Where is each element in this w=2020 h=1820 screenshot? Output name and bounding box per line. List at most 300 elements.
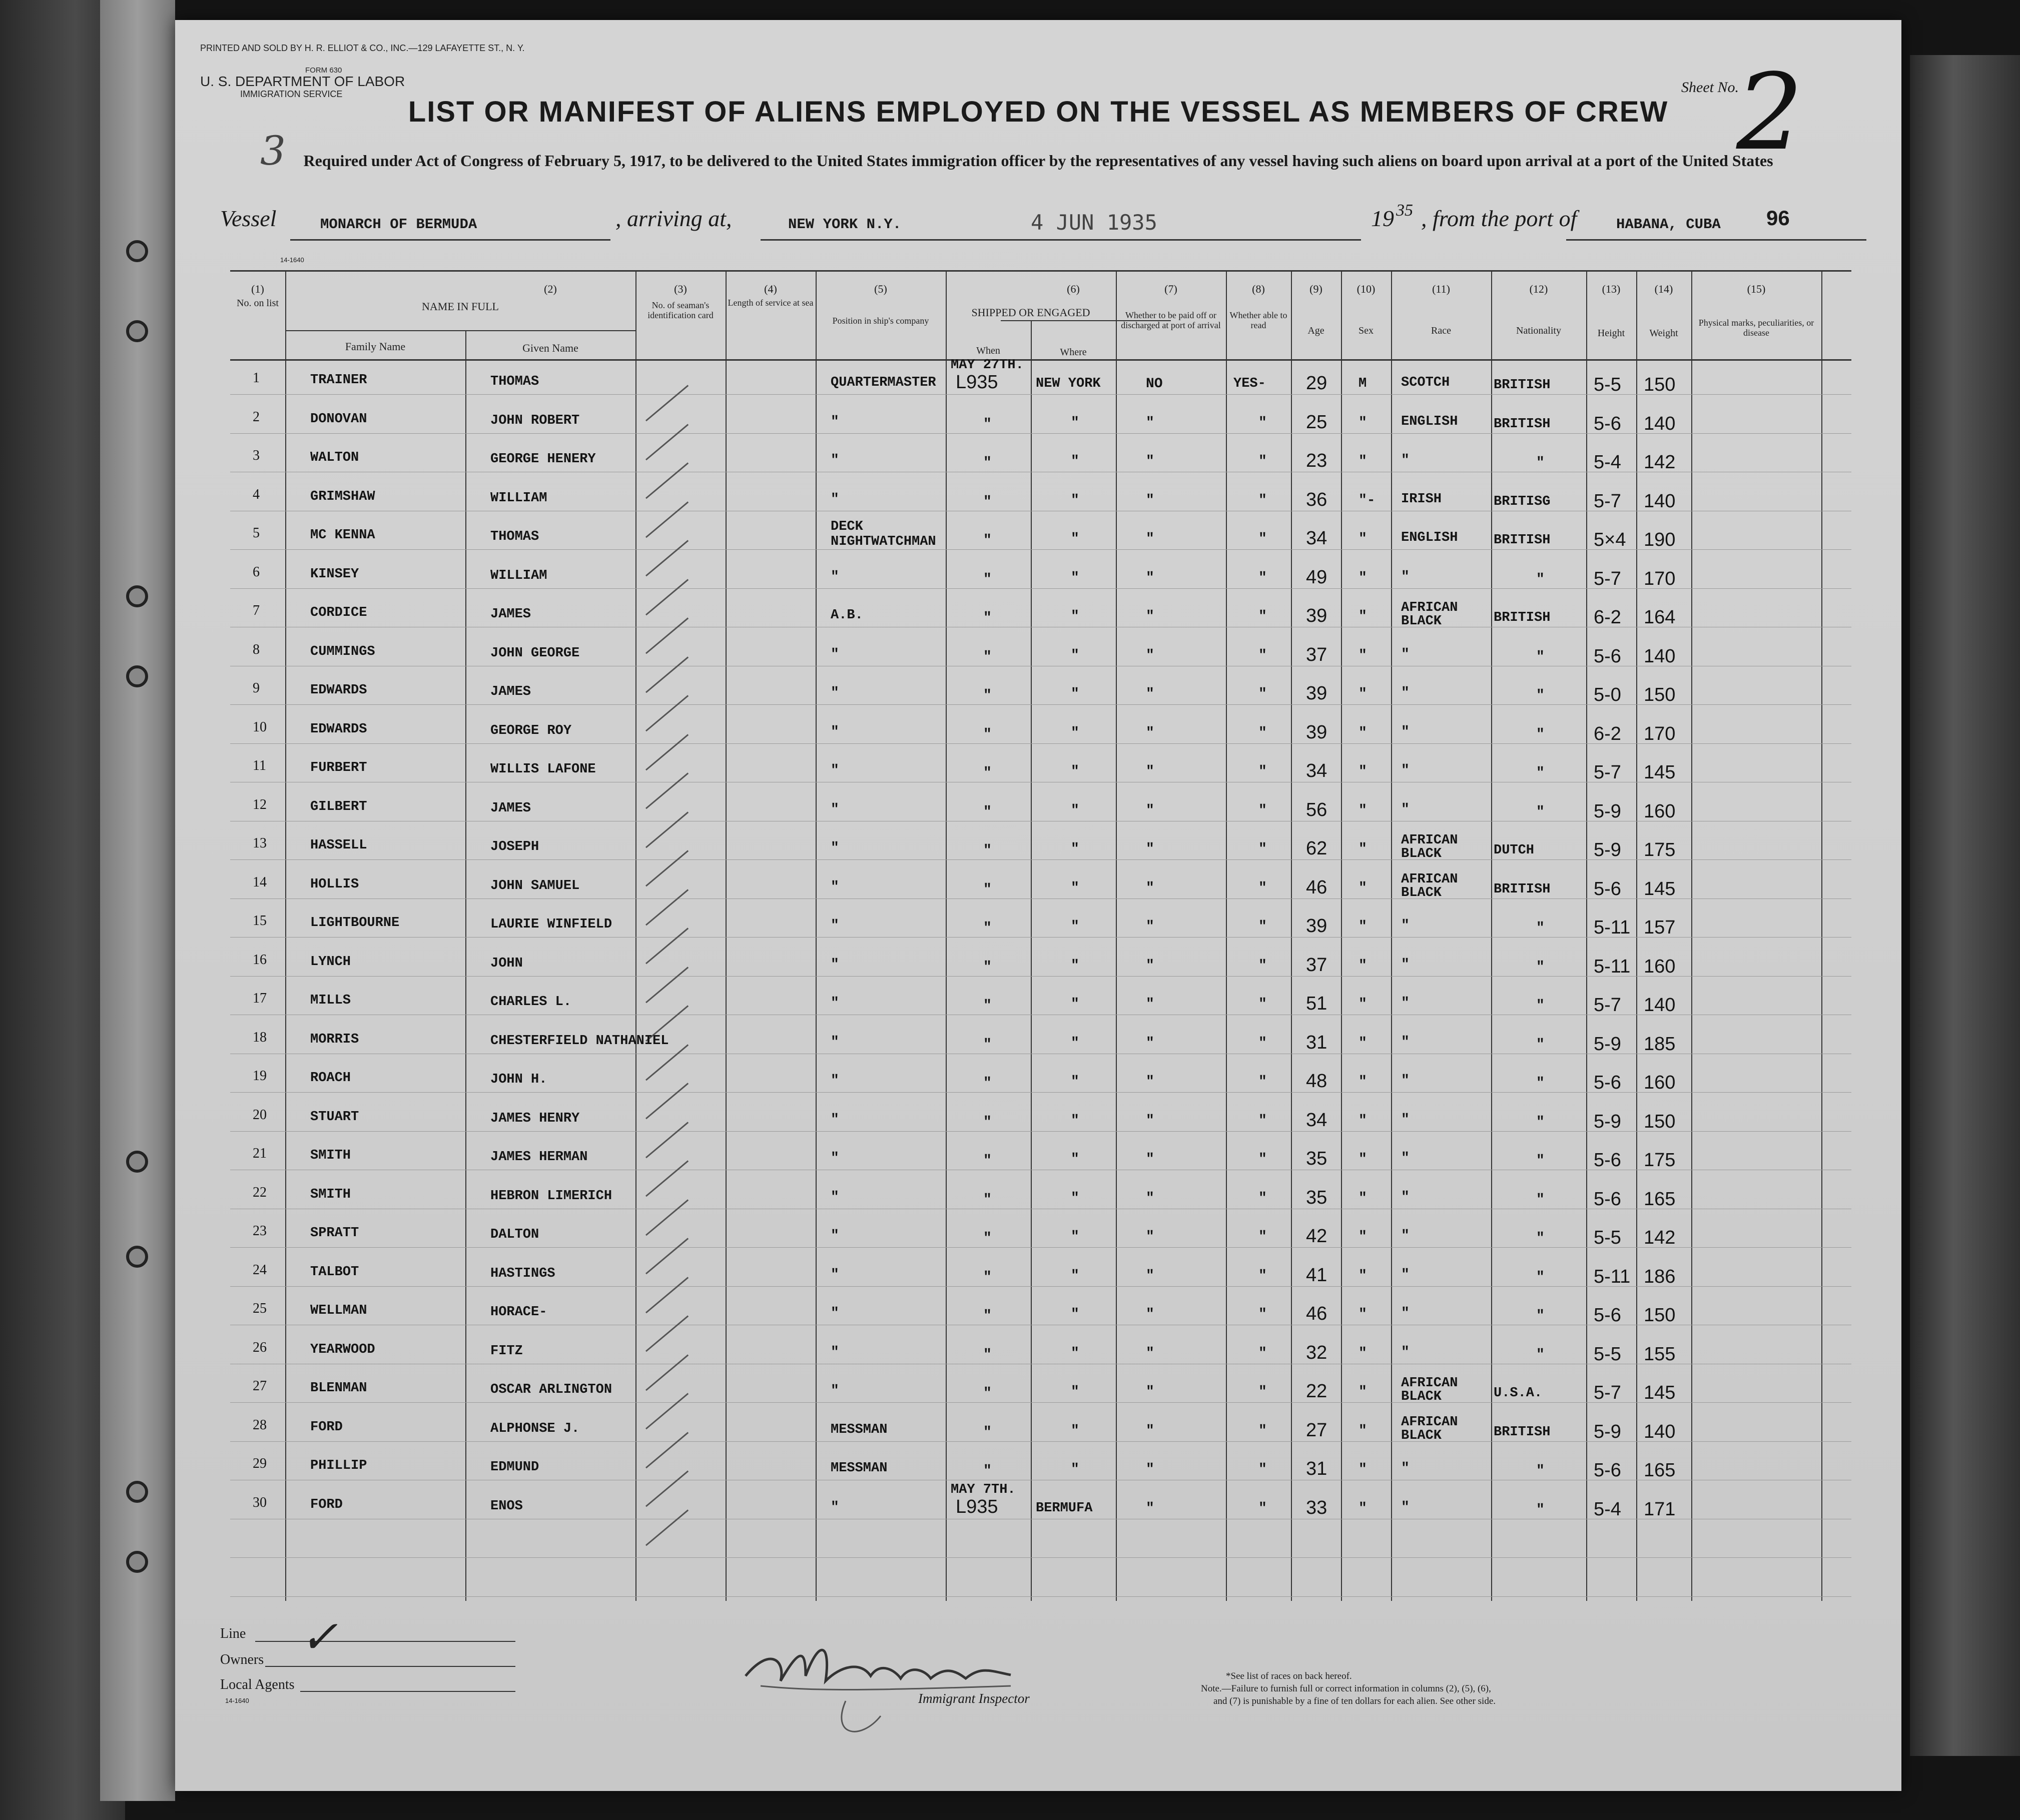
card-check-mark xyxy=(645,772,689,810)
sex: " xyxy=(1359,1268,1367,1284)
paid-off: " xyxy=(1146,958,1154,974)
column-rule xyxy=(285,270,286,1601)
nationality: " xyxy=(1536,998,1545,1014)
punch-hole xyxy=(126,1246,148,1268)
nationality: " xyxy=(1536,1269,1545,1285)
age: 35 xyxy=(1306,1148,1327,1169)
shipped-where: " xyxy=(1071,880,1079,896)
position: " xyxy=(831,414,839,430)
family-name: ROACH xyxy=(310,1071,351,1086)
row-number: 4 xyxy=(253,486,260,502)
nationality: " xyxy=(1536,649,1545,665)
service-name: IMMIGRATION SERVICE xyxy=(240,89,343,99)
column-rule xyxy=(635,270,636,1601)
position: MESSMAN xyxy=(831,1422,888,1437)
race: " xyxy=(1401,1306,1410,1321)
card-check-mark xyxy=(645,850,689,887)
able-to-read: " xyxy=(1258,1462,1267,1477)
position: " xyxy=(831,918,839,934)
height: 5-9 xyxy=(1594,1421,1621,1442)
weight: 185 xyxy=(1644,1033,1676,1055)
column-number: (10) xyxy=(1357,283,1376,295)
height: 5-6 xyxy=(1594,1150,1621,1171)
race: " xyxy=(1401,1267,1410,1283)
weight: 142 xyxy=(1644,1227,1676,1248)
weight: 164 xyxy=(1644,607,1676,628)
row-number: 24 xyxy=(253,1262,267,1278)
weight: 150 xyxy=(1644,374,1676,395)
height: 5-7 xyxy=(1594,568,1621,589)
race: AFRICAN xyxy=(1401,833,1458,848)
position: QUARTERMASTER xyxy=(831,375,936,390)
card-check-mark xyxy=(645,928,689,965)
weight: 171 xyxy=(1644,1498,1676,1520)
column-rule xyxy=(1031,320,1032,1601)
age: 25 xyxy=(1306,411,1327,433)
column-number: (9) xyxy=(1309,283,1322,295)
height: 5-4 xyxy=(1594,452,1621,473)
able-to-read: " xyxy=(1258,1229,1267,1245)
age: 39 xyxy=(1306,605,1327,626)
nationality: U.S.A. xyxy=(1494,1386,1543,1401)
family-name: WELLMAN xyxy=(310,1303,367,1318)
race: AFRICAN xyxy=(1401,1414,1458,1430)
height: 5-5 xyxy=(1594,374,1621,395)
able-to-read: " xyxy=(1258,1423,1267,1439)
sex: " xyxy=(1359,531,1367,547)
family-name: GILBERT xyxy=(310,799,367,814)
shipped-when: " xyxy=(983,1153,992,1169)
sex: " xyxy=(1359,570,1367,586)
shipped-where: " xyxy=(1071,1307,1079,1322)
nationality: " xyxy=(1536,1308,1545,1324)
row-number: 12 xyxy=(253,796,267,812)
card-check-mark xyxy=(645,617,689,655)
column-rule xyxy=(816,270,817,1601)
page-subtitle: Required under Act of Congress of February 5, 1917, to be delivered to the United States immigration officer by the representatives of any vessel having such aliens on board upon arrival at a port of the United States xyxy=(303,152,1773,170)
header-weight: Weight xyxy=(1649,328,1678,339)
shipped-where: " xyxy=(1071,958,1079,974)
able-to-read: " xyxy=(1258,492,1267,508)
position: " xyxy=(831,491,839,507)
header-race: Race xyxy=(1431,325,1451,336)
shipped-when: " xyxy=(983,533,992,548)
given-name: JOSEPH xyxy=(490,839,539,854)
weight: 150 xyxy=(1644,1305,1676,1326)
card-check-mark xyxy=(645,1277,689,1314)
nationality: " xyxy=(1536,959,1545,975)
sex: " xyxy=(1359,1500,1367,1516)
sex: " xyxy=(1359,1345,1367,1361)
row-number: 8 xyxy=(253,641,260,657)
card-check-mark xyxy=(645,1432,689,1469)
card-check-mark xyxy=(645,462,689,500)
race: " xyxy=(1401,646,1410,662)
column-rule xyxy=(465,330,466,1601)
local-agents-label: Local Agents xyxy=(220,1677,295,1692)
paid-off: " xyxy=(1146,919,1154,935)
nationality: " xyxy=(1536,688,1545,703)
column-number: (1) xyxy=(251,283,264,295)
able-to-read: " xyxy=(1258,686,1267,702)
given-name: JOHN H. xyxy=(490,1072,547,1087)
from-port: HABANA, CUBA xyxy=(1616,216,1721,233)
card-check-mark xyxy=(645,1354,689,1392)
weight: 157 xyxy=(1644,917,1676,938)
age: 31 xyxy=(1306,1032,1327,1053)
column-number: (3) xyxy=(674,283,687,295)
shipped-when: MAY 27TH. xyxy=(951,358,1024,373)
position: " xyxy=(831,1189,839,1205)
row-number: 18 xyxy=(253,1029,267,1045)
position: " xyxy=(831,1112,839,1128)
able-to-read: " xyxy=(1258,1113,1267,1129)
binder-strip xyxy=(100,0,175,1801)
punch-hole xyxy=(126,240,148,262)
race: " xyxy=(1401,685,1410,701)
card-check-mark xyxy=(645,967,689,1004)
given-name: WILLIAM xyxy=(490,490,547,506)
sex: " xyxy=(1359,880,1367,896)
header-age: Age xyxy=(1307,325,1324,336)
vessel-name: MONARCH OF BERMUDA xyxy=(320,216,477,233)
weight: 190 xyxy=(1644,529,1676,550)
weight: 140 xyxy=(1644,1421,1676,1442)
from-port-label: , from the port of xyxy=(1421,206,1577,231)
adjacent-page-edge xyxy=(1910,55,2020,1756)
age: 46 xyxy=(1306,876,1327,898)
position: NIGHTWATCHMAN xyxy=(831,534,936,549)
position: " xyxy=(831,646,839,662)
shipped-where: " xyxy=(1071,686,1079,702)
shipped-where: " xyxy=(1071,841,1079,857)
nationality: BRITISH xyxy=(1494,378,1551,393)
position: " xyxy=(831,1499,839,1515)
shipped-where: " xyxy=(1071,1384,1079,1400)
weight: 160 xyxy=(1644,1072,1676,1093)
race: AFRICAN xyxy=(1401,600,1458,615)
sex: " xyxy=(1359,1462,1367,1477)
column-rule xyxy=(1226,270,1227,1601)
column-number: (11) xyxy=(1432,283,1450,295)
age: 23 xyxy=(1306,450,1327,471)
family-name: LIGHTBOURNE xyxy=(310,916,400,931)
nationality: BRITISH xyxy=(1494,416,1551,432)
given-name: DALTON xyxy=(490,1227,539,1242)
paid-off: " xyxy=(1146,1268,1154,1284)
shipped-where: " xyxy=(1071,997,1079,1012)
card-check-mark xyxy=(645,1238,689,1275)
weight: 140 xyxy=(1644,490,1676,512)
able-to-read: " xyxy=(1258,1384,1267,1400)
shipped-where: BERMUFA xyxy=(1036,1500,1093,1516)
weight: 175 xyxy=(1644,1150,1676,1171)
height: 5-9 xyxy=(1594,1033,1621,1055)
given-name: LAURIE WINFIELD xyxy=(490,917,612,932)
row-number: 5 xyxy=(253,525,260,541)
given-name: ENOS xyxy=(490,1498,523,1514)
able-to-read: " xyxy=(1258,647,1267,663)
given-name: JAMES xyxy=(490,684,531,699)
height: 6-2 xyxy=(1594,723,1621,744)
shipped-where: " xyxy=(1071,609,1079,624)
shipped-when: " xyxy=(983,1347,992,1363)
punch-hole xyxy=(126,665,148,687)
arriving-port: NEW YORK N.Y. xyxy=(788,216,902,233)
paid-off: " xyxy=(1146,1307,1154,1322)
position: " xyxy=(831,1344,839,1360)
shipped-when: " xyxy=(983,1386,992,1401)
races-note: *See list of races on back hereof. xyxy=(1226,1671,1352,1681)
punch-hole xyxy=(126,585,148,607)
given-name: JOHN ROBERT xyxy=(490,413,580,428)
row-number: 23 xyxy=(253,1223,267,1239)
able-to-read: " xyxy=(1258,1307,1267,1322)
sheet-label: Sheet No. xyxy=(1681,79,1739,96)
nationality: " xyxy=(1536,1463,1545,1479)
sex: " xyxy=(1359,609,1367,624)
shipped-when: " xyxy=(983,765,992,781)
age: 49 xyxy=(1306,566,1327,588)
sex: " xyxy=(1359,1074,1367,1090)
race: " xyxy=(1401,453,1410,468)
shipped-where: " xyxy=(1071,1423,1079,1439)
row-number: 19 xyxy=(253,1068,267,1084)
nationality: " xyxy=(1536,455,1545,471)
row-number: 9 xyxy=(253,680,260,696)
paid-off: " xyxy=(1146,725,1154,741)
shipped-when: " xyxy=(983,649,992,665)
given-name: THOMAS xyxy=(490,374,539,389)
card-check-mark xyxy=(645,1122,689,1159)
race: BLACK xyxy=(1401,885,1442,900)
card-check-mark xyxy=(645,1199,689,1237)
family-name: PHILLIP xyxy=(310,1458,367,1473)
owners-label: Owners xyxy=(220,1652,264,1667)
age: 27 xyxy=(1306,1419,1327,1441)
sex: M xyxy=(1359,376,1367,391)
shipped-when: " xyxy=(983,921,992,936)
family-name: MC KENNA xyxy=(310,528,375,543)
position: " xyxy=(831,685,839,701)
paid-off: " xyxy=(1146,1152,1154,1167)
column-number: (2) xyxy=(544,283,557,295)
nationality: BRITISG xyxy=(1494,494,1551,509)
given-name: ALPHONSE J. xyxy=(490,1421,580,1436)
owners-underline xyxy=(265,1666,515,1667)
shipped-where: " xyxy=(1071,1035,1079,1051)
race: " xyxy=(1401,1461,1410,1476)
height: 5-9 xyxy=(1594,839,1621,860)
height: 5-6 xyxy=(1594,1188,1621,1210)
sex: "- xyxy=(1359,492,1376,508)
family-name: BLENMAN xyxy=(310,1381,367,1396)
pencil-mark: 3 xyxy=(260,128,286,174)
race: " xyxy=(1401,1499,1410,1515)
family-name: HASSELL xyxy=(310,838,367,853)
weight: 150 xyxy=(1644,1111,1676,1132)
able-to-read: " xyxy=(1258,609,1267,624)
able-to-read: " xyxy=(1258,1345,1267,1361)
shipped-where: " xyxy=(1071,919,1079,935)
column-number: (15) xyxy=(1747,283,1766,295)
paid-off: " xyxy=(1146,1190,1154,1206)
position: " xyxy=(831,801,839,817)
family-name: KINSEY xyxy=(310,566,359,582)
card-check-mark xyxy=(645,1509,689,1547)
sex: " xyxy=(1359,454,1367,469)
height: 5-6 xyxy=(1594,878,1621,899)
nationality: " xyxy=(1536,1347,1545,1363)
name-group-rule xyxy=(285,330,635,331)
given-name: WILLIS LAFONE xyxy=(490,762,596,777)
header-height: Height xyxy=(1597,328,1625,339)
header-shipped-engaged: SHIPPED OR ENGAGED xyxy=(971,306,1090,319)
race: " xyxy=(1401,996,1410,1011)
nationality: " xyxy=(1536,1114,1545,1130)
agents-underline xyxy=(300,1691,515,1692)
header-seaman-card: No. of seaman's identification card xyxy=(647,300,714,320)
family-name: SPRATT xyxy=(310,1226,359,1241)
column-rule xyxy=(1636,270,1637,1601)
nationality: " xyxy=(1536,1037,1545,1053)
given-name: JAMES xyxy=(490,607,531,622)
height: 5-0 xyxy=(1594,684,1621,705)
race: IRISH xyxy=(1401,491,1442,507)
nationality: " xyxy=(1536,571,1545,587)
given-name: JAMES HERMAN xyxy=(490,1150,588,1165)
shipped-where: " xyxy=(1071,1074,1079,1090)
row-number: 2 xyxy=(253,409,260,425)
position: " xyxy=(831,996,839,1011)
weight: 165 xyxy=(1644,1460,1676,1481)
sex: " xyxy=(1359,1423,1367,1439)
header-physical-marks: Physical marks, peculiarities, or disease xyxy=(1698,318,1814,338)
card-check-mark xyxy=(645,1470,689,1508)
age: 39 xyxy=(1306,721,1327,743)
sex: " xyxy=(1359,1113,1367,1129)
column-rule xyxy=(946,270,947,1601)
sex: " xyxy=(1359,919,1367,935)
family-name: MILLS xyxy=(310,993,351,1008)
age: 48 xyxy=(1306,1071,1327,1092)
column-number: (4) xyxy=(764,283,777,295)
nationality: BRITISH xyxy=(1494,1424,1551,1440)
column-rule xyxy=(1291,270,1292,1601)
weight: 145 xyxy=(1644,878,1676,899)
family-name: STUART xyxy=(310,1109,359,1125)
row-number: 22 xyxy=(253,1184,267,1200)
paid-off: " xyxy=(1146,609,1154,624)
header-sex: Sex xyxy=(1359,325,1374,336)
given-name: GEORGE HENERY xyxy=(490,452,596,467)
position: " xyxy=(831,1151,839,1166)
height: 5-4 xyxy=(1594,1498,1621,1520)
sheet-number: 2 xyxy=(1736,51,1803,174)
form-number: FORM 630 xyxy=(305,66,342,75)
card-check-mark xyxy=(645,424,689,461)
punch-hole xyxy=(126,1551,148,1573)
height: 5-7 xyxy=(1594,762,1621,783)
header-name-in-full: NAME IN FULL xyxy=(422,300,499,313)
shipped-when: " xyxy=(983,1076,992,1091)
position: " xyxy=(831,1306,839,1321)
age: 33 xyxy=(1306,1497,1327,1518)
able-to-read: " xyxy=(1258,1035,1267,1051)
shipped-where: " xyxy=(1071,725,1079,741)
given-name: FITZ xyxy=(490,1343,523,1359)
age: 34 xyxy=(1306,1109,1327,1131)
family-name: DONOVAN xyxy=(310,411,367,427)
footer-form-code: 14-1640 xyxy=(225,1697,249,1704)
header-where: Where xyxy=(1060,347,1087,358)
position: " xyxy=(831,1228,839,1244)
card-check-mark xyxy=(645,540,689,577)
race: " xyxy=(1401,1189,1410,1205)
given-name: THOMAS xyxy=(490,529,539,544)
row-number: 17 xyxy=(253,991,267,1006)
race: BLACK xyxy=(1401,1428,1442,1443)
position: DECK xyxy=(831,519,863,534)
paid-off: " xyxy=(1146,1074,1154,1090)
row-number: 11 xyxy=(253,758,266,773)
row-number: 13 xyxy=(253,835,267,851)
position: A.B. xyxy=(831,608,863,623)
family-name: CORDICE xyxy=(310,605,367,620)
shipped-when: L935 xyxy=(956,372,998,393)
row-rule xyxy=(230,1596,1851,1597)
weight: 145 xyxy=(1644,1382,1676,1403)
weight: 165 xyxy=(1644,1188,1676,1210)
shipped-where: " xyxy=(1071,415,1079,431)
header-nationality: Nationality xyxy=(1516,325,1561,336)
family-name: SMITH xyxy=(310,1187,351,1202)
family-name: EDWARDS xyxy=(310,721,367,737)
paid-off: " xyxy=(1146,764,1154,779)
column-number: (7) xyxy=(1164,283,1177,295)
row-number: 10 xyxy=(253,719,267,735)
nationality: " xyxy=(1536,1076,1545,1091)
race: SCOTCH xyxy=(1401,375,1450,390)
shipped-when: " xyxy=(983,610,992,626)
position: MESSMAN xyxy=(831,1461,888,1476)
shipped-where: " xyxy=(1071,570,1079,586)
column-number: (12) xyxy=(1529,283,1548,295)
given-name: GEORGE ROY xyxy=(490,723,572,738)
given-name: HASTINGS xyxy=(490,1266,555,1281)
column-number: (8) xyxy=(1252,283,1265,295)
weight: 170 xyxy=(1644,568,1676,589)
given-name: WILLIAM xyxy=(490,568,547,583)
shipped-when: " xyxy=(983,1231,992,1246)
column-rule xyxy=(1691,270,1692,1601)
paid-off: " xyxy=(1146,1345,1154,1361)
line-underline xyxy=(255,1641,515,1642)
manifest-page xyxy=(175,20,1901,1791)
arriving-underline xyxy=(761,239,1361,241)
family-name: LYNCH xyxy=(310,954,351,970)
column-rule xyxy=(1821,270,1822,1601)
card-check-mark xyxy=(645,811,689,849)
header-position: Position in ship's company xyxy=(832,316,929,326)
column-rule xyxy=(1586,270,1587,1601)
shipped-when: " xyxy=(983,688,992,703)
paid-off: " xyxy=(1146,570,1154,586)
race: " xyxy=(1401,724,1410,740)
row-number: 26 xyxy=(253,1339,267,1355)
year-suffix: 35 xyxy=(1396,201,1413,220)
position: " xyxy=(831,453,839,468)
